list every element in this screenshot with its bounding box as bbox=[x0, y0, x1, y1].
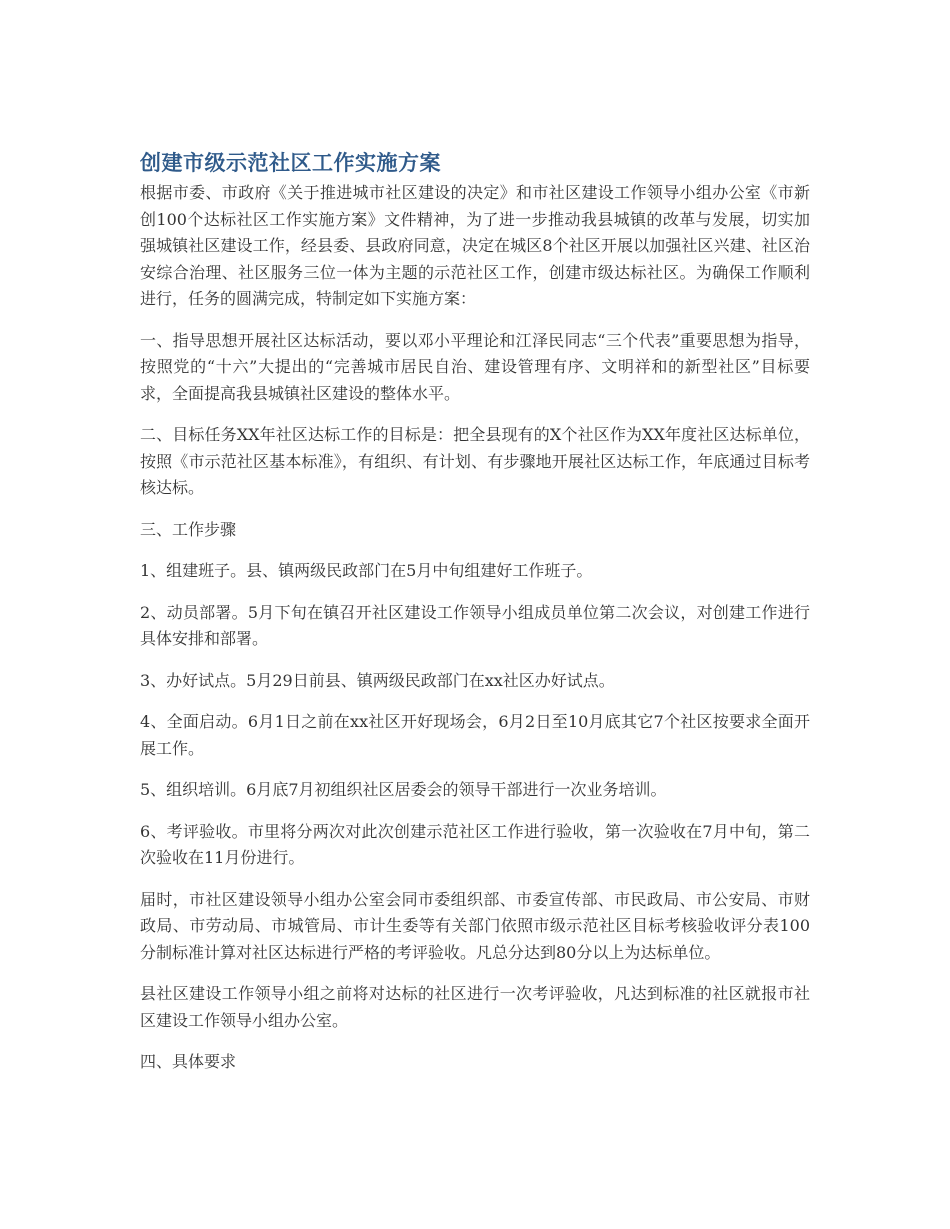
document-body bbox=[140, 148, 810, 1091]
step-1-paragraph: 1、组建班子。县、镇两级民政部门在5月中旬组建好工作班子。 bbox=[140, 561, 593, 580]
step-4-paragraph: 4、全面启动。6月1日之前在xx社区开好现场会，6月2日至10月底其它7个社区按要求全面开展工作。 bbox=[140, 712, 810, 758]
document-title: 创建市级示范社区工作实施方案 bbox=[140, 151, 441, 175]
step-6-paragraph: 6、考评验收。市里将分两次对此次创建示范社区工作进行验收，第一次验收在7月中旬，第二次验收在11月份进行。 bbox=[140, 821, 810, 867]
section-goals: 二、目标任务XX年社区达标工作的目标是：把全县现有的X个社区作为XX年度社区达标单位，按照《市示范社区基本标准》，有组织、有计划、有步骤地开展社区达标工作，年底通过目标考核达标。 bbox=[140, 425, 810, 497]
section-heading-work-steps: 三、工作步骤 bbox=[140, 519, 237, 539]
step-3-paragraph: 3、办好试点。5月29日前县、镇两级民政部门在xx社区办好试点。 bbox=[140, 670, 615, 690]
section-guiding-ideology: 一、指导思想开展社区达标活动，要以邓小平理论和江泽民同志“三个代表”重要思想为指导，按照党的“十六”大提出的“完善城市居民自治、建设管理有序、文明祥和的新型社区”目标要求，全面提高我县城镇社区建设的整体水平。 bbox=[140, 330, 810, 403]
intro-paragraph: 根据市委、市政府《关于推进城市社区建设的决定》和市社区建设工作领导小组办公室《市新创100个达标社区工作实施方案》文件精神，为了进一步推动我县城镇的改革与发展，切实加强城镇社区建设工作，经县委、县政府同意，决定在城区8个社区开展以加强社区兴建、社区治安综合治理、社区服务三位一体为主题的示范社区工作，创建市级达标社区。为确保工作顺利进行，任务的圆满完成，特制定如下实施方案： bbox=[140, 183, 810, 308]
step-2-paragraph: 2、动员部署。5月下旬在镇召开社区建设工作领导小组成员单位第二次会议，对创建工作进行具体安排和部署。 bbox=[140, 602, 810, 648]
evaluation-paragraph: 届时，市社区建设领导小组办公室会同市委组织部、市委宣传部、市民政局、市公安局、市财政局、市劳动局、市城管局、市计生委等有关部门依照市级示范社区目标考核验收评分表100分制标准计算对社区达标进行严格的考评验收。凡总分达到80分以上为达标单位。 bbox=[140, 889, 810, 962]
county-review-paragraph: 县社区建设工作领导小组之前将对达标的社区进行一次考评验收，凡达到标准的社区就报市社区建设工作领导小组办公室。 bbox=[140, 984, 810, 1030]
section-heading-requirements: 四、具体要求 bbox=[140, 1052, 237, 1071]
step-5-paragraph: 5、组织培训。6月底7月初组织社区居委会的领导干部进行一次业务培训。 bbox=[140, 780, 667, 799]
